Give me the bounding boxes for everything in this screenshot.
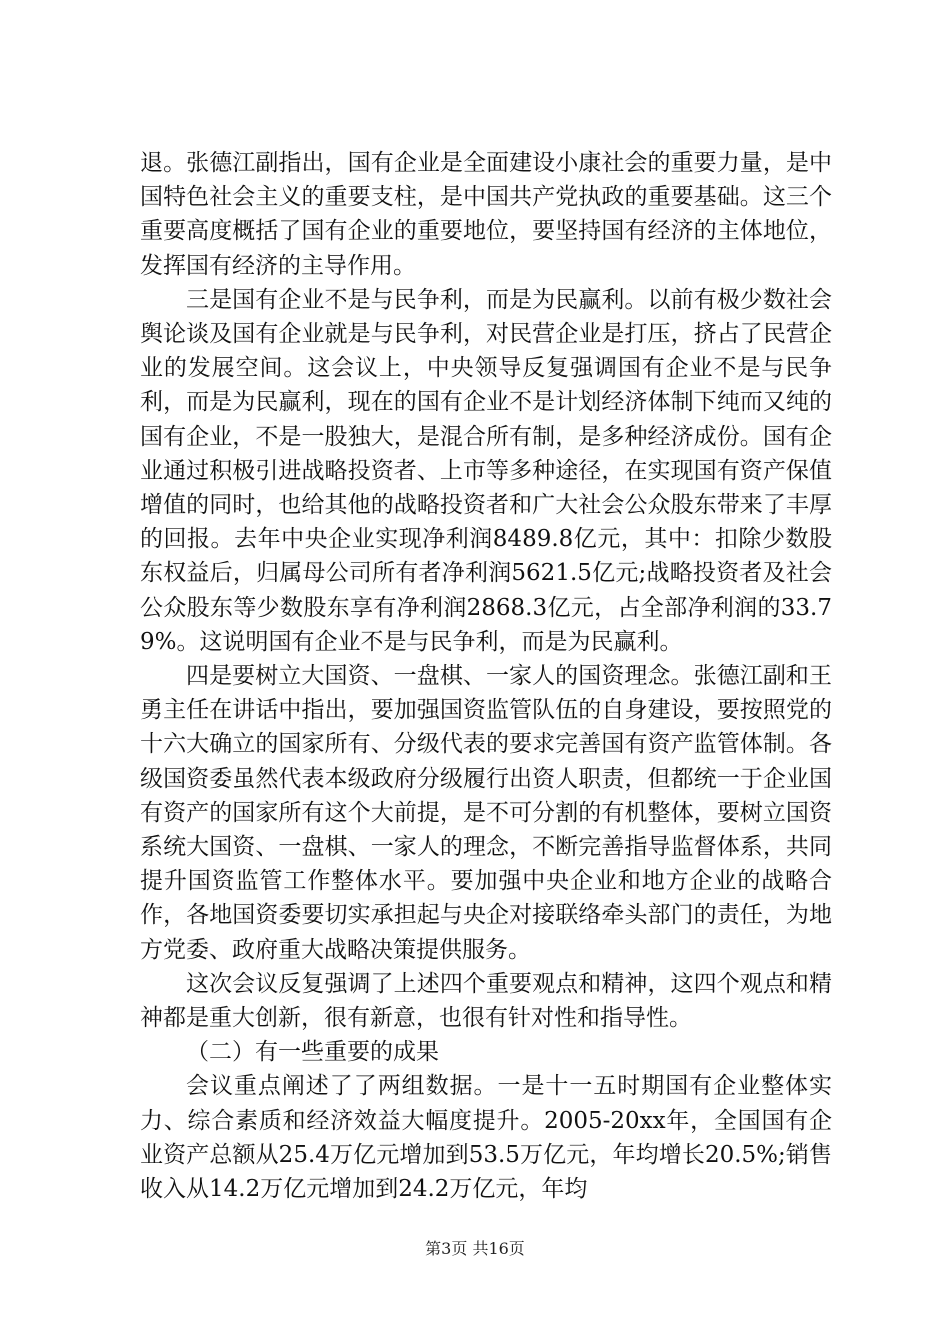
paragraph-5: 会议重点阐述了了两组数据。一是十一五时期国有企业整体实力、综合素质和经济效益大幅度提升。2005-20xx年，全国国有企业资产总额从25.4万亿元增加到53.5万亿元，年均增长20.5%;销售收入从14.2万亿元增加到24.2万亿元，年均: [140, 1073, 832, 1203]
paragraph-1: 退。张德江副指出，国有企业是全面建设小康社会的重要力量，是中国特色社会主义的重要支柱，是中国共产党执政的重要基础。这三个重要高度概括了国有企业的重要地位，要坚持国有经济的主体地位，发挥国有经济的主导作用。: [140, 150, 832, 279]
document-body: [140, 146, 832, 1206]
paragraph-4: 这次会议反复强调了上述四个重要观点和精神，这四个观点和精神都是重大创新，很有新意，也很有针对性和指导性。: [140, 970, 832, 1032]
page-number-footer: 第3页 共16页: [425, 1239, 525, 1258]
section-heading: （二）有一些重要的成果: [186, 1039, 439, 1066]
paragraph-3: 四是要树立大国资、一盘棋、一家人的国资理念。张德江副和王勇主任在讲话中指出，要加强国资监管队伍的自身建设，要按照党的十六大确立的国家所有、分级代表的要求完善国有资产监管体制。各级国资委虽然代表本级政府分级履行出资人职责，但都统一于企业国有资产的国家所有这个大前提，是不可分割的有机整体，要树立国资系统大国资、一盘棋、一家人的理念，不断完善指导监督体系，共同提升国资监管工作整体水平。要加强中央企业和地方企业的战略合作，各地国资委要切实承担起与央企对接联络牵头部门的责任，为地方党委、政府重大战略决策提供服务。: [140, 663, 832, 963]
paragraph-2: 三是国有企业不是与民争利，而是为民赢利。以前有极少数社会舆论谈及国有企业就是与民争利，对民营企业是打压，挤占了民营企业的发展空间。这会议上，中央领导反复强调国有企业不是与民争利，而是为民赢利，现在的国有企业不是计划经济体制下纯而又纯的国有企业，不是一股独大，是混合所有制，是多种经济成份。国有企业通过积极引进战略投资者、上市等多种途径，在实现国有资产保值增值的同时，也给其他的战略投资者和广大社会公众股东带来了丰厚的回报。去年中央企业实现净利润8489.8亿元，其中：扣除少数股东权益后，归属母公司所有者净利润5621.5亿元;战略投资者及社会公众股东等少数股东享有净利润2868.3亿元，占全部净利润的33.79%。这说明国有企业不是与民争利，而是为民赢利。: [140, 286, 832, 655]
